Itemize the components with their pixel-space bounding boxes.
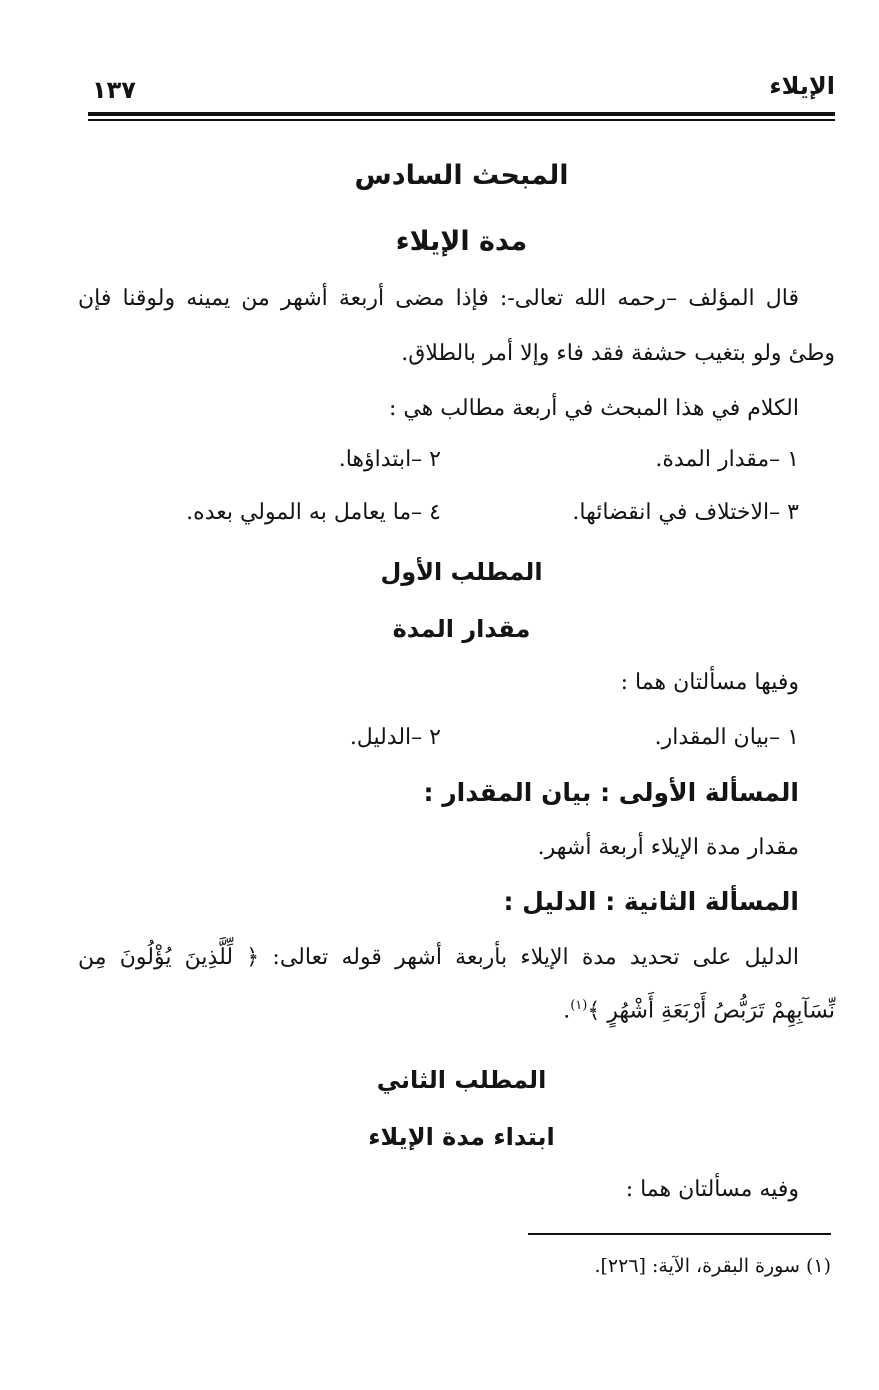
section-title: المبحث السادس [354,160,569,191]
matlab1-intro: وفيها مسألتان هما : [620,670,799,695]
matlab2-intro: وفيه مسألتان هما : [625,1177,799,1202]
question2-line-2 [563,998,835,1023]
overview-item-4: ٤ –ما يعامل به المولي بعده. [186,500,441,525]
matlab1-title: المطلب الأول [380,558,543,586]
matlab1-item-1: ١ –بيان المقدار. [654,725,799,750]
header-rule-thin [88,119,835,121]
question2-line-1: الدليل على تحديد مدة الإيلاء بأربعة أشهر قوله تعالى: ﴿ لِّلَّذِينَ يُؤْلُونَ مِن [78,945,799,970]
page-number: ١٣٧ [92,76,136,104]
overview-item-2: ٢ –ابتداؤها. [338,447,441,472]
footnote-ref[interactable]: (١) [570,998,588,1013]
matlab2-title: المطلب الثاني [376,1066,547,1094]
overview-item-1: ١ –مقدار المدة. [655,447,799,472]
question2-title: المسألة الثانية : الدليل : [503,887,799,916]
matlab1-item-2: ٢ –الدليل. [349,725,441,750]
footnote-separator [528,1233,831,1235]
quran-verse: نِّسَآبِهِمْ تَرَبُّصُ أَرْبَعَةِ أَشْهُرٍ ﴾ [587,998,835,1024]
running-header-title: الإيلاء [769,72,835,100]
header-rule-thick [88,112,835,116]
matlab2-subtitle: ابتداء مدة الإيلاء [368,1123,555,1151]
question1-title: المسألة الأولى : بيان المقدار : [423,778,799,807]
section-subtitle: مدة الإيلاء [395,226,528,257]
footnote: (١) سورة البقرة، الآية: [٢٢٦]. [594,1255,831,1277]
question1-text: مقدار مدة الإيلاء أربعة أشهر. [537,835,799,860]
overview-item-3: ٣ –الاختلاف في انقضائها. [572,500,799,525]
intro-line-2: وطئ ولو بتغيب حشفة فقد فاء وإلا أمر بالطلاق. [401,341,835,366]
overview-text: الكلام في هذا المبحث في أربعة مطالب هي : [388,396,799,421]
matlab1-subtitle: مقدار المدة [392,615,531,643]
intro-line-1: قال المؤلف –رحمه الله تعالى-: فإذا مضى أربعة أشهر من يمينه ولوقنا فإن [78,286,799,311]
sentence-end: . [563,998,571,1024]
